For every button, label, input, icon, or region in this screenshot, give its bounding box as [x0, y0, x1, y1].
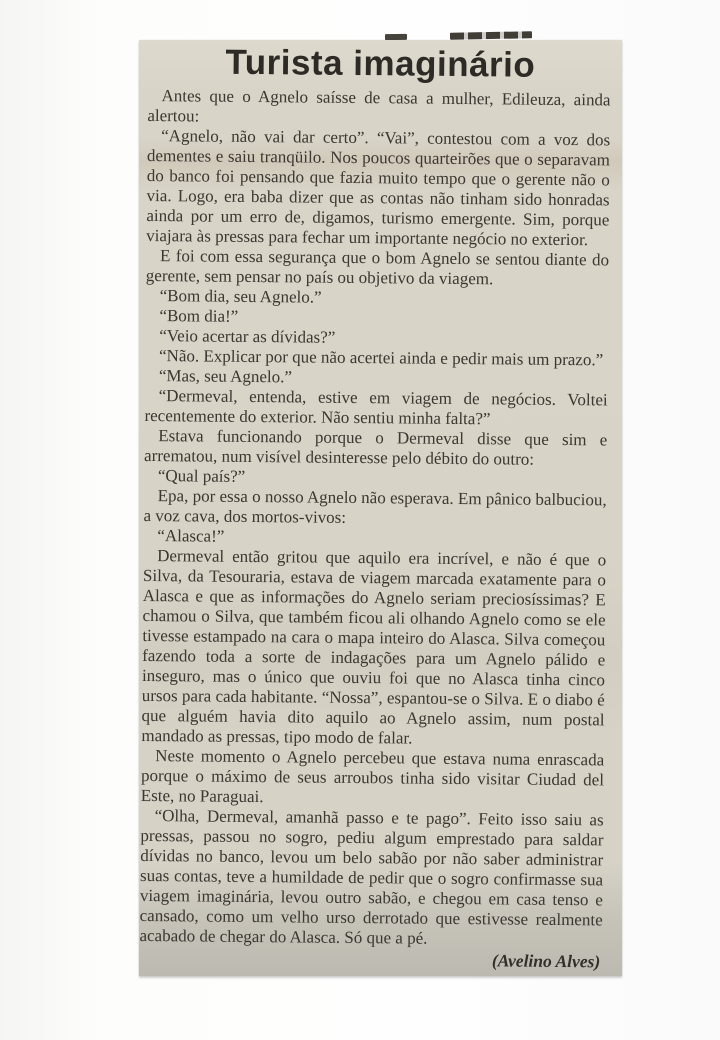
paragraph: “Veio acertar as dívidas?”	[159, 326, 336, 347]
paragraph: “Bom dia!”	[159, 306, 239, 326]
paragraph: “Mas, seu Agnelo.”	[158, 366, 293, 387]
paragraph: “Qual país?”	[157, 466, 246, 486]
paragraph: E foi com essa segurança que o bom Agnelo se sentou diante do gerente, sem pensar no país ou objetivo da viagem.	[145, 246, 610, 289]
paragraph: Antes que o Agnelo saísse de casa a mulher, Edileuza, ainda alertou:	[147, 86, 611, 126]
paragraph: “Alasca!”	[157, 526, 225, 546]
paragraph: Epa, por essa o nosso Agnelo não esperava. Em pânico balbuciou, a voz cava, dos mortos-vivos:	[143, 486, 607, 527]
paragraph: Neste momento o Agnelo percebeu que estava numa enrascada porque o máximo de seus arroubos tinha sido visitar Ciudad del Este, no Paraguai.	[140, 746, 605, 807]
paragraph: “Agnelo, não vai dar certo”. “Vai”, contestou com a voz dos dementes e saiu tranqüilo. Nos poucos quarteirões que o separavam do banco foi pensando que fazia muito tempo que o gerente não o via. Logo, era baba dizer que as contas não tinham sido honradas ainda por um erro de, digamos, turismo emergente. Sim, porque viajara às pressas para fechar um importante negócio no exterior.	[146, 126, 611, 250]
clipping-content	[130, 40, 622, 973]
paragraph: Estava funcionando porque o Dermeval disse que sim e arrematou, num visível desinteresse pelo débito do outro:	[144, 426, 608, 469]
article-byline: (Avelino Alves)	[491, 950, 601, 972]
paragraph: “Não. Explicar por que não acertei ainda e pedir mais um prazo.”	[158, 346, 604, 370]
newspaper-clipping	[139, 40, 622, 976]
paragraph: “Dermeval, entenda, estive em viagem de negócios. Voltei recentemente do exterior. Não sentiu minha falta?”	[144, 386, 608, 429]
article-title: Turista imaginário	[225, 42, 536, 85]
paragraph: “Olha, Dermeval, amanhã passo e te pago”. Feito isso saiu as pressas, passou no sogro, pediu algum emprestado para saldar dívidas no banco, levou um belo sabão por não saber administrar suas contas, teve a humildade de pedir que o sogro confirmasse sua viagem imaginária, levou outro sabão, e chegou em casa tenso e cansado, como um velho urso derrotado que estivesse realmente acabado de chegar do Alasca. Só que a pé.	[139, 806, 604, 948]
article-body	[130, 86, 621, 951]
cut-text-remnant	[450, 31, 532, 39]
paragraph: “Bom dia, seu Agnelo.”	[159, 286, 322, 307]
paragraph: Dermeval então gritou que aquilo era incrível, e não é que o Silva, da Tesouraria, estava de viagem marcada exatamente para o Alasca e que as informações do Agnelo seriam preciosíssimas? E chamou o Silva, que também ficou ali olhando Agnelo como se ele tivesse estampado na cara o mapa inteiro do Alasca. Silva começou fazendo toda a sorte de indagações para um Agnelo pálido e inseguro, mas o único que ouviu foi que no Alasca tinha cinco ursos para cada habitante. “Nossa”, espantou-se o Silva. E o diabo é que alguém havia dito aquilo ao Agnelo assim, num postal mandado as pressas, tipo modo de falar.	[141, 546, 607, 748]
